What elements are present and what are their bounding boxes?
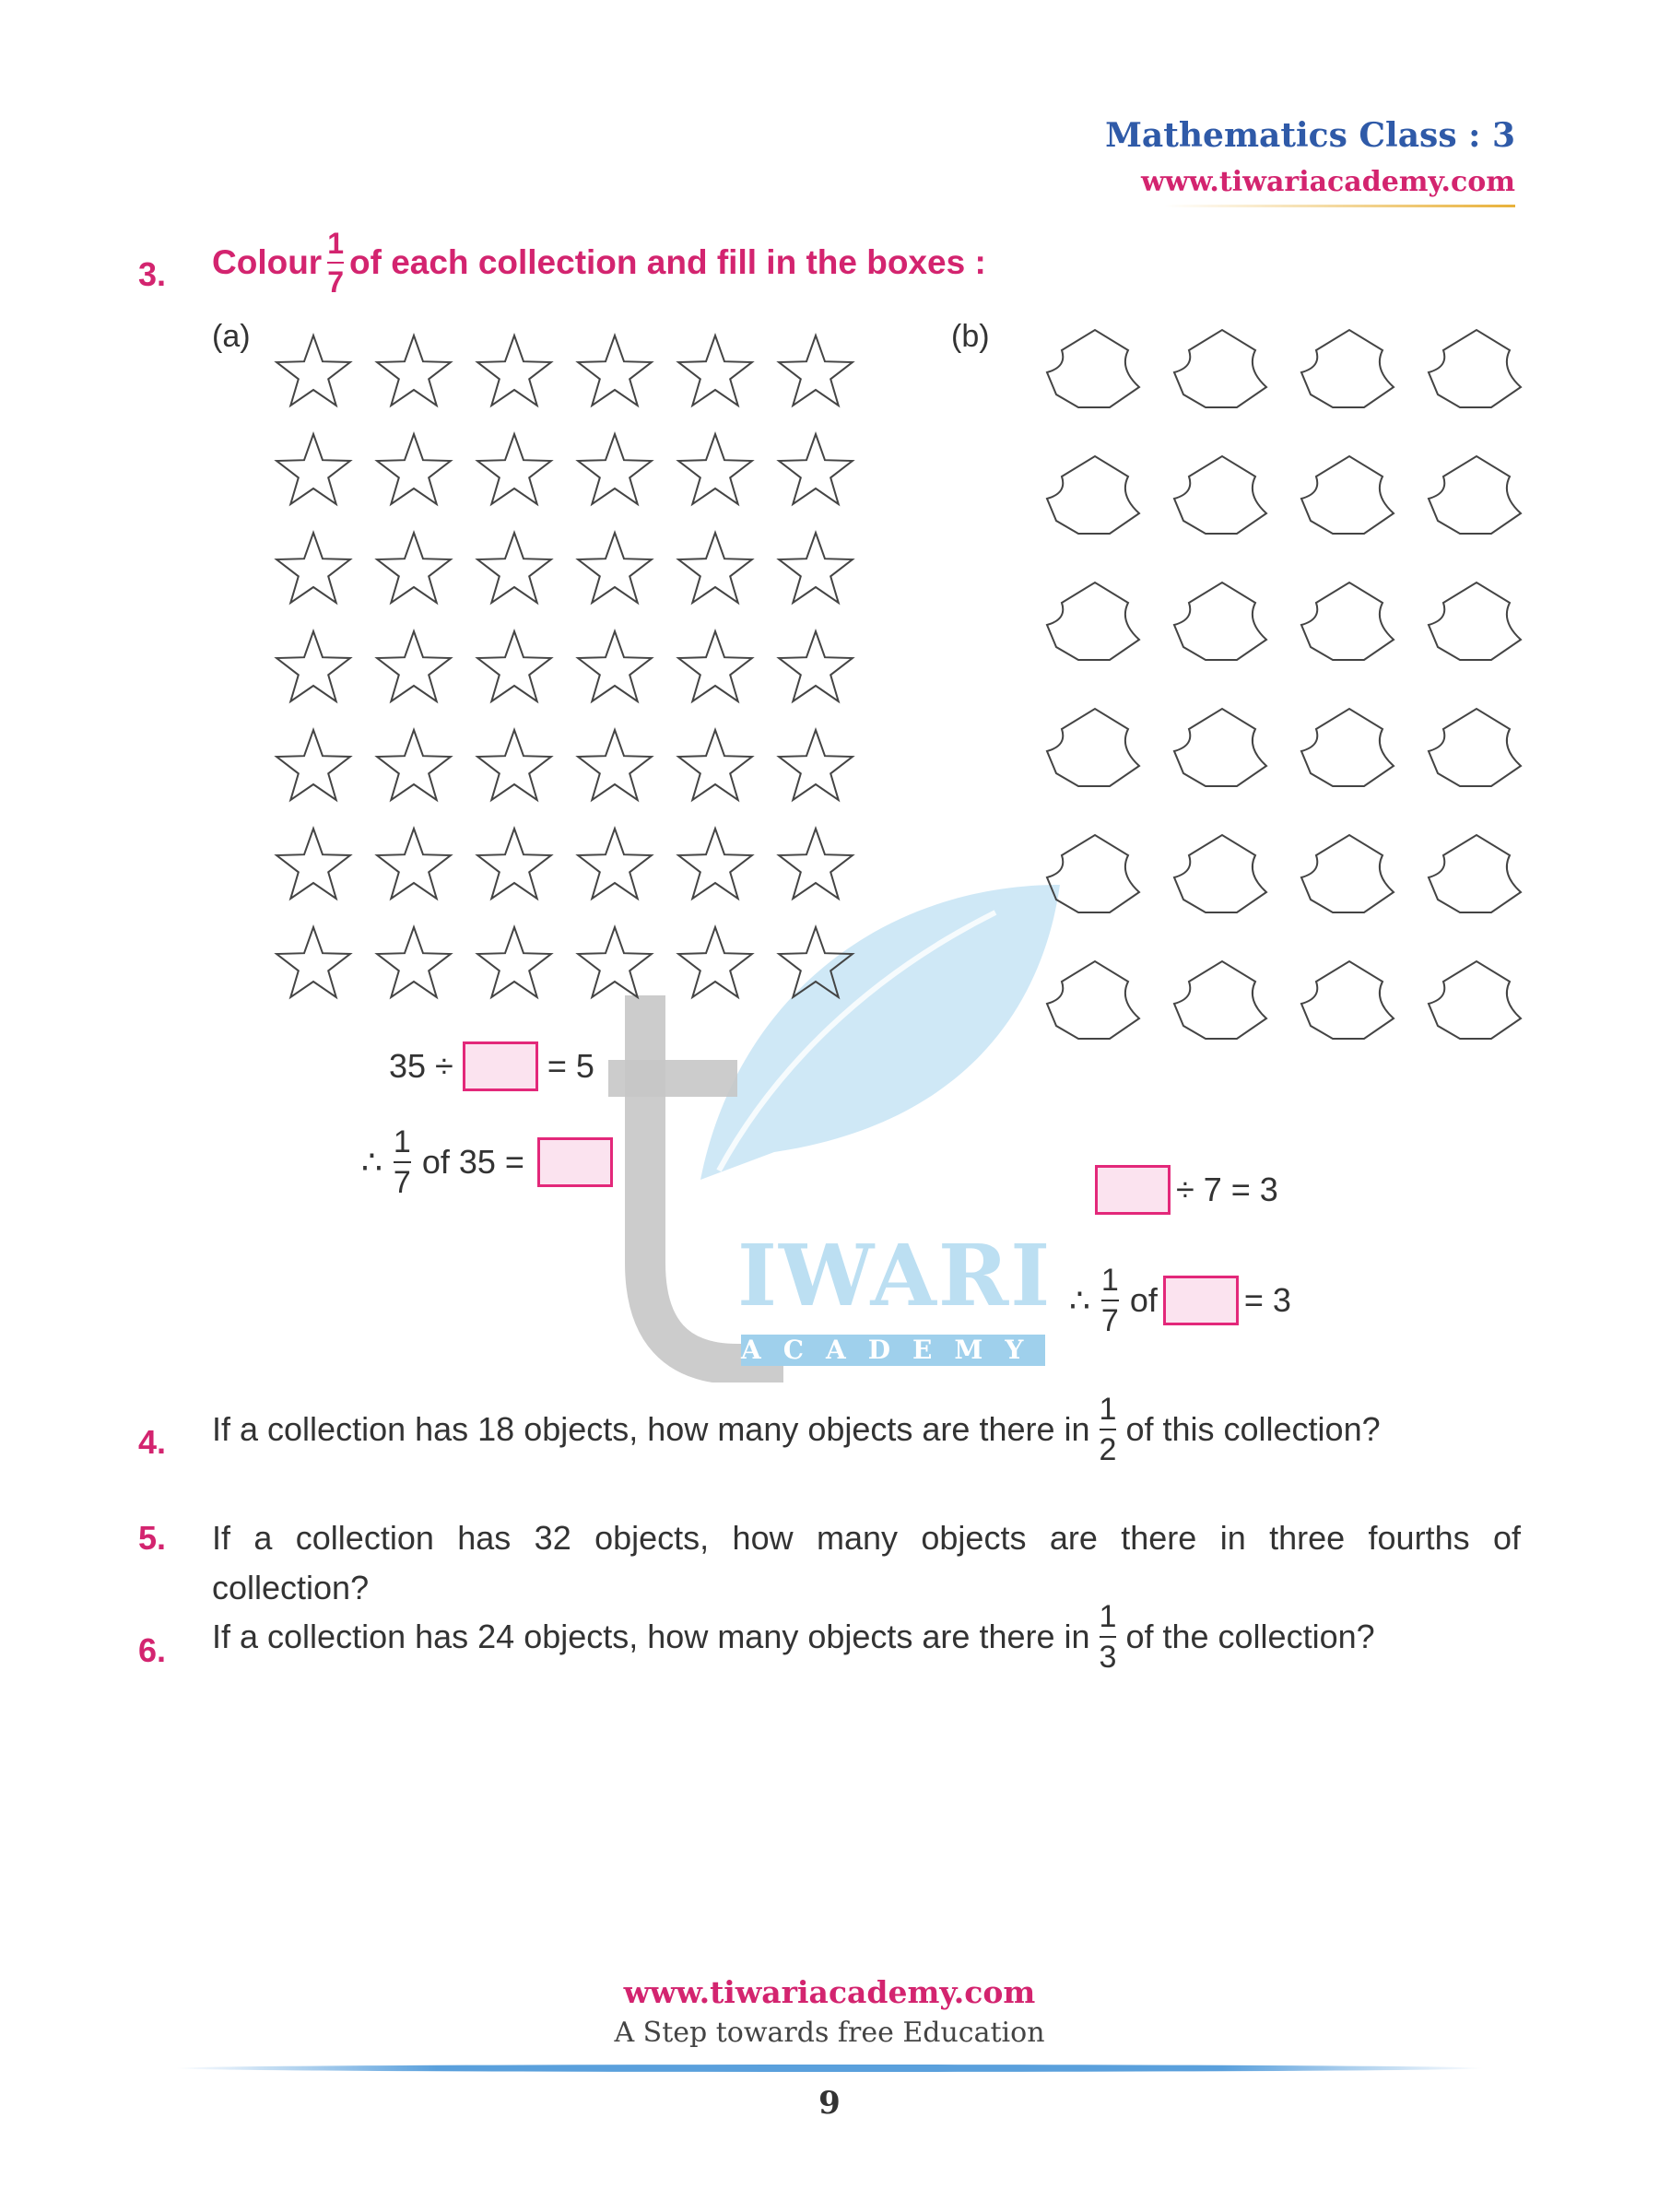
star-icon[interactable] bbox=[276, 533, 350, 603]
question-4-text-after: of this collection? bbox=[1125, 1410, 1381, 1448]
part-b-eq2-text: of bbox=[1129, 1281, 1158, 1319]
hexagon-shape-icon[interactable] bbox=[1301, 330, 1394, 407]
hexagon-shape-icon[interactable] bbox=[1174, 709, 1266, 786]
star-icon[interactable] bbox=[578, 434, 652, 504]
question-3-fraction bbox=[327, 229, 344, 297]
part-b-eq2-right: = 3 bbox=[1243, 1281, 1291, 1319]
fraction-denominator: 7 bbox=[327, 265, 344, 299]
fraction-denominator: 2 bbox=[1099, 1432, 1117, 1467]
part-a-eq1-right: = 5 bbox=[547, 1047, 594, 1085]
star-icon[interactable] bbox=[578, 927, 652, 997]
part-a-equation-1 bbox=[389, 1041, 594, 1091]
star-icon[interactable] bbox=[276, 927, 350, 997]
star-icon[interactable] bbox=[578, 730, 652, 800]
hexagon-shape-icon[interactable] bbox=[1047, 456, 1139, 534]
hexagon-shape-icon[interactable] bbox=[1047, 330, 1139, 407]
shapes-grid bbox=[1032, 313, 1548, 1051]
star-icon[interactable] bbox=[276, 730, 350, 800]
hexagon-shape-icon[interactable] bbox=[1301, 835, 1394, 912]
star-icon[interactable] bbox=[779, 730, 853, 800]
question-6-fraction bbox=[1100, 1601, 1117, 1673]
star-icon[interactable] bbox=[779, 533, 853, 603]
star-icon[interactable] bbox=[377, 533, 451, 603]
star-icon[interactable] bbox=[779, 434, 853, 504]
hexagon-shape-icon[interactable] bbox=[1429, 582, 1521, 660]
hexagon-shape-icon[interactable] bbox=[1047, 582, 1139, 660]
stars-grid bbox=[267, 330, 866, 1012]
therefore-symbol: ∴ bbox=[361, 1143, 382, 1181]
star-icon[interactable] bbox=[578, 829, 652, 899]
question-6-text-before: If a collection has 24 objects, how many objects are there in bbox=[212, 1618, 1090, 1655]
hexagon-shape-icon[interactable] bbox=[1174, 961, 1266, 1039]
star-icon[interactable] bbox=[377, 434, 451, 504]
star-icon[interactable] bbox=[477, 434, 551, 504]
watermark-sub: ACADEMY bbox=[741, 1335, 1046, 1365]
star-icon[interactable] bbox=[477, 730, 551, 800]
star-icon[interactable] bbox=[678, 434, 752, 504]
star-icon[interactable] bbox=[678, 730, 752, 800]
star-icon[interactable] bbox=[377, 335, 451, 406]
star-icon[interactable] bbox=[578, 631, 652, 701]
question-6-text bbox=[212, 1601, 1375, 1673]
hexagon-shape-icon[interactable] bbox=[1301, 456, 1394, 534]
hexagon-shape-icon[interactable] bbox=[1429, 330, 1521, 407]
answer-box-a1[interactable] bbox=[463, 1041, 538, 1091]
question-6-number: 6. bbox=[138, 1631, 167, 1669]
watermark-brand: IWARI bbox=[737, 1226, 1053, 1325]
hexagon-shape-icon[interactable] bbox=[1301, 961, 1394, 1039]
hexagon-shape-icon[interactable] bbox=[1047, 961, 1139, 1039]
star-icon[interactable] bbox=[779, 927, 853, 997]
part-a-equation-2 bbox=[361, 1126, 613, 1198]
question-3-number: 3. bbox=[138, 255, 167, 293]
part-a-eq1-left: 35 ÷ bbox=[389, 1047, 453, 1085]
hexagon-shape-icon[interactable] bbox=[1301, 582, 1394, 660]
hexagon-shape-icon[interactable] bbox=[1047, 709, 1139, 786]
question-5-line-1: If a collection has 32 objects, how many objects are there in three fourths of bbox=[212, 1519, 1521, 1557]
fraction-denominator: 7 bbox=[393, 1165, 411, 1200]
part-b-eq2-fraction bbox=[1101, 1265, 1119, 1336]
hexagon-shape-icon[interactable] bbox=[1429, 835, 1521, 912]
question-4-text-before: If a collection has 18 objects, how many objects are there in bbox=[212, 1410, 1090, 1448]
footer-website[interactable]: www.tiwariacademy.com bbox=[623, 1974, 1036, 2010]
star-icon[interactable] bbox=[377, 631, 451, 701]
hexagon-shape-icon[interactable] bbox=[1174, 582, 1266, 660]
answer-box-b1[interactable] bbox=[1095, 1165, 1171, 1215]
question-3-heading bbox=[212, 229, 986, 297]
question-5-line-2: collection? bbox=[212, 1569, 370, 1606]
part-a-eq2-fraction bbox=[394, 1126, 411, 1198]
star-icon[interactable] bbox=[678, 631, 752, 701]
star-icon[interactable] bbox=[377, 730, 451, 800]
page-number: 9 bbox=[818, 2085, 841, 2122]
answer-box-a2[interactable] bbox=[537, 1137, 613, 1187]
fraction-numerator: 1 bbox=[1099, 1392, 1117, 1427]
question-3-text-after: of each collection and fill in the boxes : bbox=[349, 243, 986, 281]
star-icon[interactable] bbox=[477, 631, 551, 701]
hexagon-shape-icon[interactable] bbox=[1174, 330, 1266, 407]
star-icon[interactable] bbox=[779, 829, 853, 899]
star-icon[interactable] bbox=[276, 434, 350, 504]
footer-tagline: A Step towards free Education bbox=[614, 2017, 1045, 2049]
star-icon[interactable] bbox=[779, 631, 853, 701]
star-icon[interactable] bbox=[477, 533, 551, 603]
hexagon-shape-icon[interactable] bbox=[1174, 456, 1266, 534]
part-b-equation-1 bbox=[1095, 1165, 1278, 1215]
part-b-label: (b) bbox=[951, 319, 990, 354]
star-icon[interactable] bbox=[276, 631, 350, 701]
hexagon-shape-icon[interactable] bbox=[1174, 835, 1266, 912]
hexagon-shape-icon[interactable] bbox=[1429, 961, 1521, 1039]
star-icon[interactable] bbox=[578, 335, 652, 406]
fraction-numerator: 1 bbox=[1100, 1263, 1119, 1298]
question-4-number: 4. bbox=[138, 1423, 167, 1461]
question-6-text-after: of the collection? bbox=[1125, 1618, 1375, 1655]
star-icon[interactable] bbox=[477, 335, 551, 406]
part-a-label: (a) bbox=[212, 319, 251, 354]
star-icon[interactable] bbox=[377, 829, 451, 899]
star-icon[interactable] bbox=[678, 335, 752, 406]
header-title: Mathematics Class : 3 bbox=[1105, 116, 1515, 155]
part-b-eq1-right: ÷ 7 = 3 bbox=[1176, 1171, 1278, 1208]
star-icon[interactable] bbox=[276, 335, 350, 406]
question-3-text-before: Colour bbox=[212, 243, 323, 281]
footer-divider bbox=[175, 2065, 1484, 2072]
star-icon[interactable] bbox=[377, 927, 451, 997]
star-icon[interactable] bbox=[678, 927, 752, 997]
hexagon-shape-icon[interactable] bbox=[1429, 709, 1521, 786]
header-underline bbox=[1165, 205, 1515, 207]
hexagon-shape-icon[interactable] bbox=[1301, 709, 1394, 786]
fraction-numerator: 1 bbox=[327, 227, 344, 260]
part-a-eq2-text: of 35 = bbox=[421, 1143, 524, 1181]
hexagon-shape-icon[interactable] bbox=[1047, 835, 1139, 912]
question-5-number: 5. bbox=[138, 1519, 167, 1557]
star-icon[interactable] bbox=[578, 533, 652, 603]
answer-box-b2[interactable] bbox=[1163, 1276, 1239, 1325]
fraction-denominator: 3 bbox=[1099, 1640, 1117, 1675]
fraction-numerator: 1 bbox=[1099, 1599, 1117, 1634]
star-icon[interactable] bbox=[477, 829, 551, 899]
star-icon[interactable] bbox=[678, 533, 752, 603]
therefore-symbol: ∴ bbox=[1069, 1281, 1090, 1319]
star-icon[interactable] bbox=[678, 829, 752, 899]
part-b-equation-2 bbox=[1069, 1265, 1291, 1336]
hexagon-shape-icon[interactable] bbox=[1429, 456, 1521, 534]
question-4-fraction bbox=[1100, 1394, 1117, 1465]
header-website[interactable]: www.tiwariacademy.com bbox=[1140, 166, 1515, 198]
fraction-numerator: 1 bbox=[393, 1124, 411, 1159]
star-icon[interactable] bbox=[477, 927, 551, 997]
star-icon[interactable] bbox=[779, 335, 853, 406]
question-4-text bbox=[212, 1394, 1381, 1465]
star-icon[interactable] bbox=[276, 829, 350, 899]
fraction-denominator: 7 bbox=[1100, 1303, 1119, 1338]
